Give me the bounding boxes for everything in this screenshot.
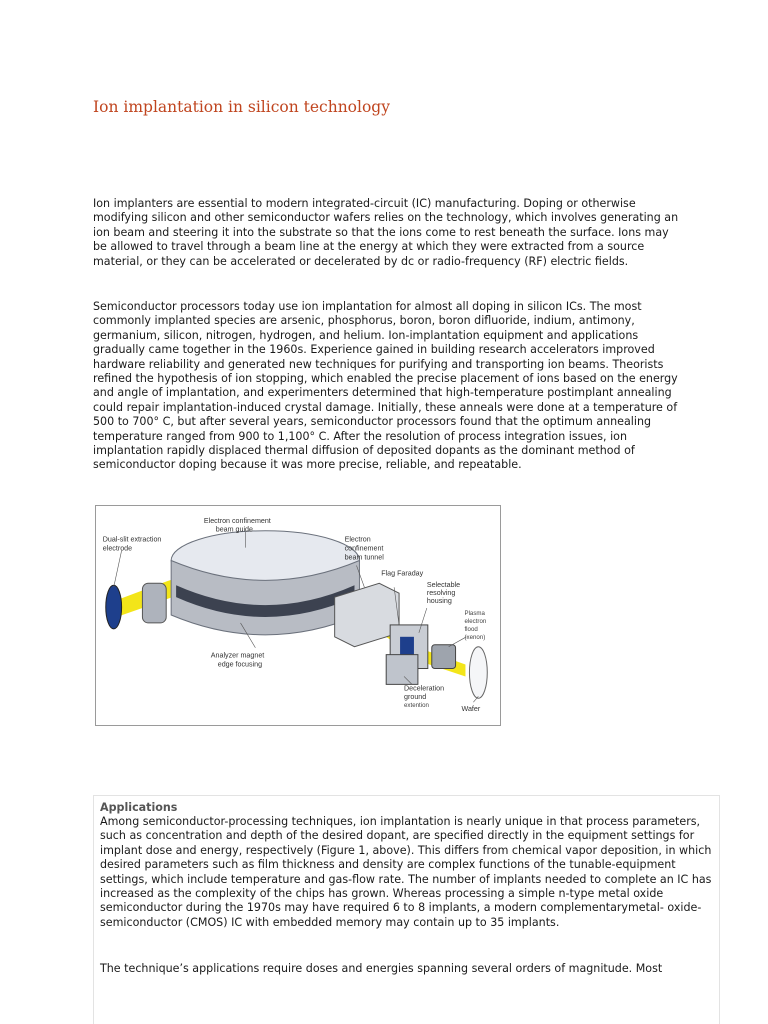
wafer-disc [469,647,487,699]
source-housing [142,583,166,623]
extraction-electrode [106,585,122,629]
applications-paragraph: Among semiconductor-processing techniques, ion implantation is nearly unique in that process parameters, such as concentration and depth of the desired dopant, are specified directly in the equipment settings for implant dose and energy, respectively (Figure 1, above). This differs from chemical vapor deposition, in which desired parameters such as film thickness and density are complex functions of the tunable-equipment settings, which include temperature and gas-flow rate. The number of implants needed to complete an IC has increased as the complexity of the chips has grown. Whereas processing a simple n-type metal oxide semiconductor during the 1970s may have required 6 to 8 implants, a modern complementarymetal- oxide-semiconductor (CMOS) IC with embedded memory may contain up to 35 implants. [100,815,712,929]
deceleration-block [386,655,418,685]
label-flag-faraday: Flag Faraday [381,569,424,578]
label-flood: flood [464,625,478,633]
label-analyzer-magnet: Analyzer magnet [210,651,265,660]
intro-paragraph: Ion implanters are essential to modern integrated-circuit (IC) manufacturing. Doping or otherwise modifying silicon and other semiconductor wafers relies on the technology, which involves generating an ion beam and steering it into the substrate so that the ions come to rest beneath the surface. Ions may be allowed to travel through a beam line at the energy at which they were extracted from a source material, or they can be accelerated or decelerated by dc or radio-frequency (RF) electric fields. [93,197,679,268]
label-beam-tunnel: beam tunnel [344,553,384,562]
diagram-svg [96,506,500,725]
applications-heading: Applications [100,801,178,814]
label-edge-focusing: edge focusing [217,660,263,669]
label-xenon: (xenon) [464,633,486,641]
label-resolving: resolving [426,589,456,598]
plasma-flood [432,645,456,669]
label-wafer: Wafer [461,705,481,714]
applications-section [93,795,720,1024]
applications-paragraph-2: The technique’s applications require doses and energies spanning several orders of magnitude. Most [100,962,663,975]
page-title: Ion implantation in silicon technology [93,98,390,116]
label-housing: housing [426,597,452,606]
label-confinement-guide: Electron confinement [203,516,271,525]
label-extention: extention [404,702,429,710]
history-paragraph: Semiconductor processors today use ion implantation for almost all doping in silicon ICs. The most commonly implanted species are arsenic, phosphorus, boron, boron difluoride, indium, antimony, germanium, silicon, nitrogen, hydrogen, and helium. Ion-implantation equipment and applications gradually came together in the 1960s. Experience gained in building research accelerators improved hardware reliability and generated new techniques for purifying and transporting ion beams. Theorists refined the hypothesis of ion stopping, which enabled the precise placement of ions based on the energy and angle of implantation, and experimenters determined that high-temperature postimplant annealing could repair implantation-induced crystal damage. Initially, these anneals were done at a temperature of 500 to 700° C, but after several years, semiconductor processors found that the optimum annealing temperature ranged from 900 to 1,100° C. After the resolution of process integration issues, ion implantation rapidly displaced thermal diffusion of deposited dopants as the dominant method of semiconductor doping because it was more precise, reliable, and repeatable. [93,300,678,472]
label-electron-flood: electron [464,617,487,625]
resolving-window [400,637,414,655]
label-electron: Electron [344,535,371,544]
label-dual-slit: Dual-slit extraction [102,535,162,544]
ion-implanter-diagram [95,505,501,726]
label-deceleration: Deceleration [404,684,445,693]
label-electrode: electrode [102,544,133,553]
label-confinement: confinement [344,544,384,553]
label-selectable: Selectable [426,581,461,590]
label-ground: ground [404,693,427,702]
label-plasma: Plasma [464,610,485,618]
label-beam-guide: beam guide [215,525,254,534]
